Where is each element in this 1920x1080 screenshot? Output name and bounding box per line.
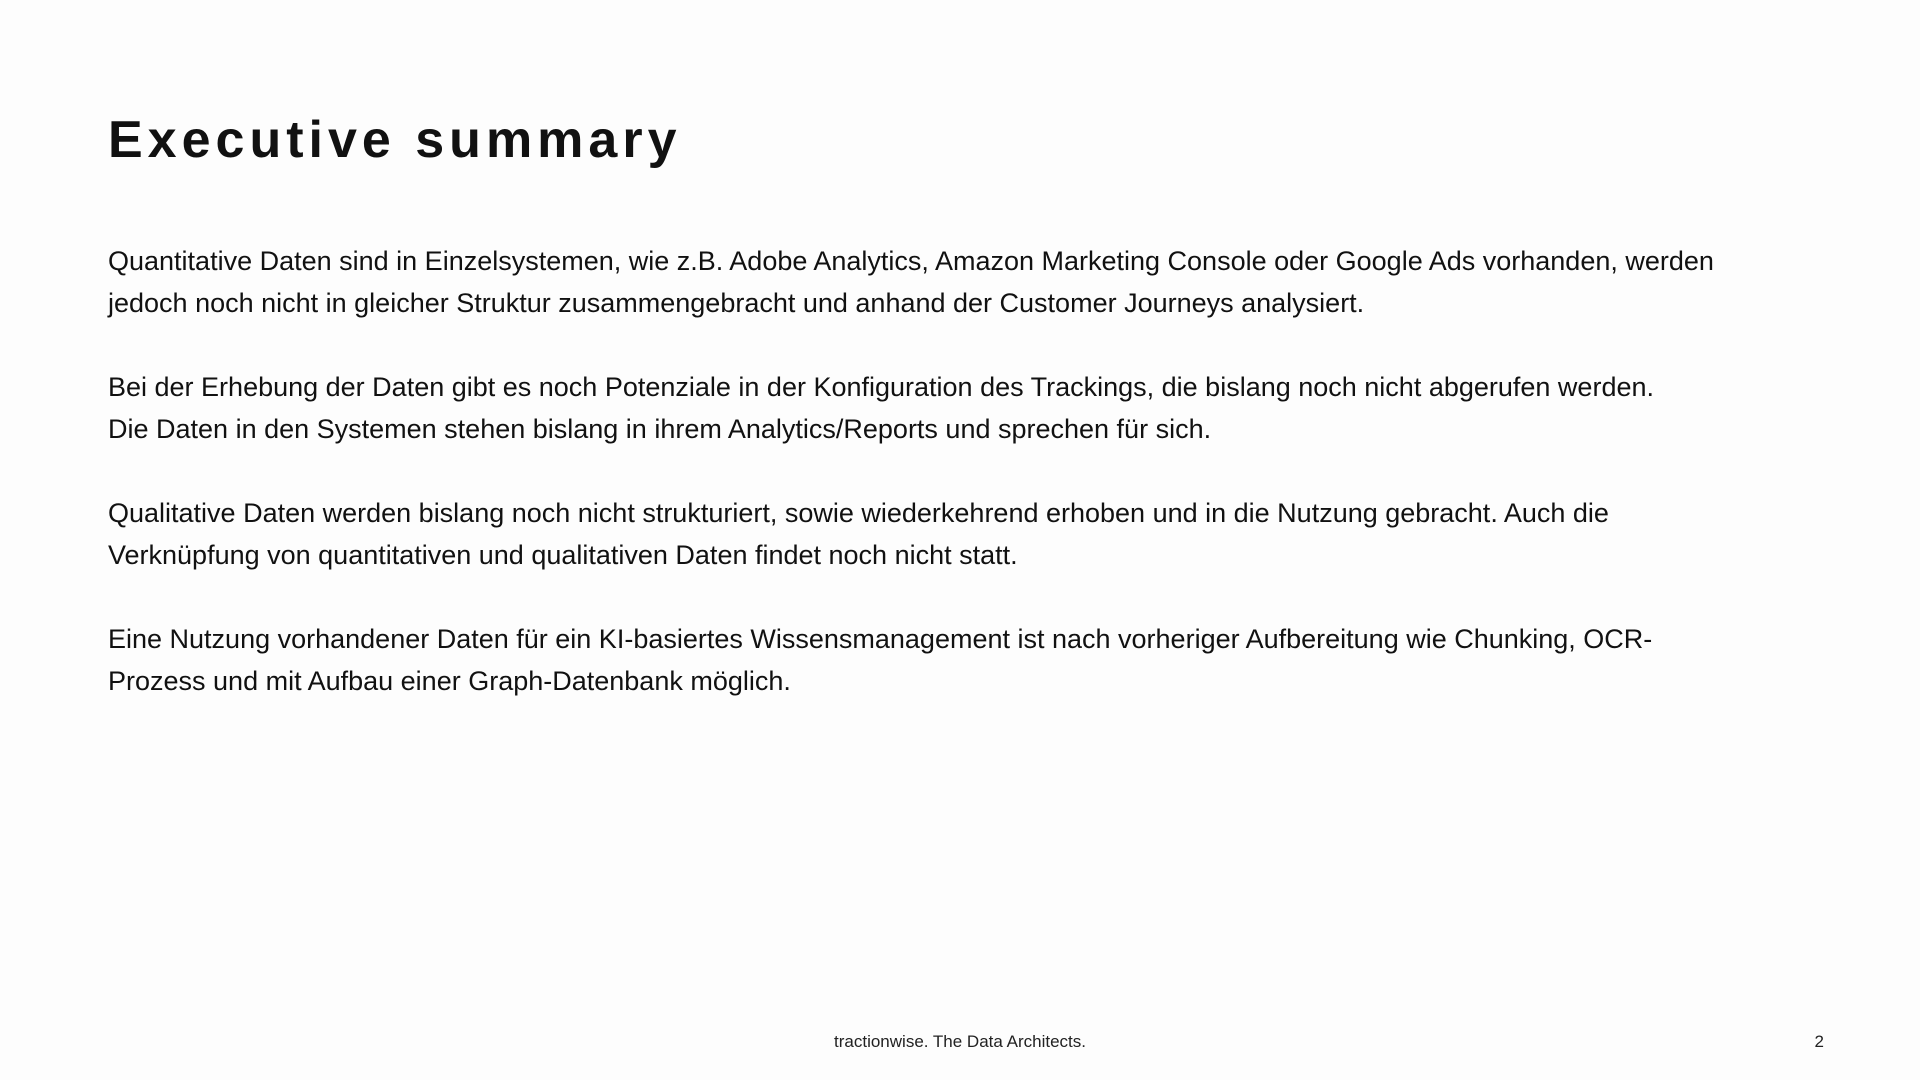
paragraph-line: Prozess und mit Aufbau einer Graph-Datenbank möglich. <box>108 666 791 696</box>
paragraph-line: Die Daten in den Systemen stehen bislang in ihrem Analytics/Reports und sprechen für sich. <box>108 414 1212 444</box>
paragraph-quantitative-data <box>108 240 1828 324</box>
slide-title: Executive summary <box>108 111 682 169</box>
paragraph-line: jedoch noch nicht in gleicher Struktur zusammengebracht und anhand der Customer Journeys analysiert. <box>108 288 1365 318</box>
summary-body <box>108 240 1828 744</box>
paragraph-data-collection <box>108 366 1828 450</box>
footer-tagline: tractionwise. The Data Architects. <box>834 1032 1086 1051</box>
page-number: 2 <box>1814 1032 1824 1051</box>
paragraph-qualitative-data <box>108 492 1828 576</box>
paragraph-line: Verknüpfung von quantitativen und qualitativen Daten findet noch nicht statt. <box>108 540 1018 570</box>
paragraph-line: Quantitative Daten sind in Einzelsystemen, wie z.B. Adobe Analytics, Amazon Marketing Console oder Google Ads vorhanden, werden <box>108 246 1714 276</box>
paragraph-line: Bei der Erhebung der Daten gibt es noch Potenziale in der Konfiguration des Trackings, die bislang noch nicht abgerufen werden. <box>108 372 1654 402</box>
paragraph-line: Qualitative Daten werden bislang noch nicht strukturiert, sowie wiederkehrend erhoben und in die Nutzung gebracht. Auch die <box>108 498 1609 528</box>
paragraph-ai-knowledge-management <box>108 618 1828 702</box>
paragraph-line: Eine Nutzung vorhandener Daten für ein KI-basiertes Wissensmanagement ist nach vorheriger Aufbereitung wie Chunking, OCR- <box>108 624 1653 654</box>
